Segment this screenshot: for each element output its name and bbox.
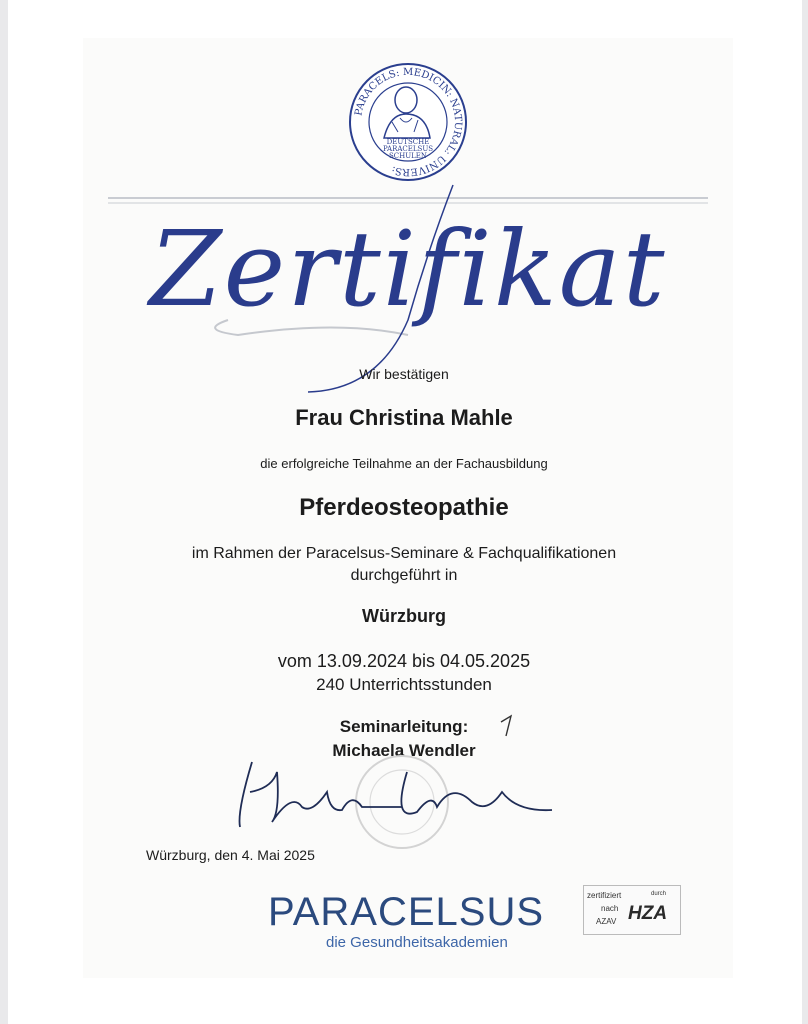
course-city: Würzburg (362, 606, 446, 626)
course-hours: 240 Unterrichtsstunden (316, 675, 492, 694)
intro-text: Wir bestätigen (359, 366, 449, 382)
framework-line-1: im Rahmen der Paracelsus-Seminare & Fachqualifikationen (191, 545, 617, 562)
course-period: vom 13.09.2024 bis 04.05.2025 (277, 651, 531, 671)
hza-logo: HZA (628, 903, 668, 924)
handwritten-mark-icon (497, 708, 523, 738)
course-title: Pferdeosteopathie (299, 494, 509, 521)
place-and-date: Würzburg, den 4. Mai 2025 (146, 847, 315, 863)
seal-line-3: SCHULEN (388, 152, 428, 160)
logo-tagline: die Gesundheitsakademien (326, 934, 508, 951)
seminar-lead-name: Michaela Wendler (332, 741, 476, 760)
seminar-lead-label: Seminarleitung: (339, 717, 469, 736)
seal-line-2: PARACELSUS (382, 145, 434, 153)
paracelsus-logo (268, 890, 548, 951)
logo-wordmark: PARACELSUS (268, 890, 545, 934)
framework-line-2: durchgeführt in (350, 567, 458, 584)
seal-ring-text: PARACELS: MEDICIN: NATURAL: UNIVERS: (353, 66, 464, 178)
azav-certification-badge (583, 885, 681, 935)
badge-line-1: zertifiziert (587, 891, 622, 900)
certificate-title (108, 160, 708, 400)
participation-text: die erfolgreiche Teilnahme an der Fachausbildung (260, 456, 548, 471)
badge-line-3: AZAV (596, 917, 617, 926)
certificate-title-text: Zertifikat (149, 208, 667, 330)
recipient-name: Frau Christina Mahle (295, 405, 513, 430)
signature-with-stamp (232, 752, 562, 862)
badge-line-4: durch (651, 891, 667, 897)
seal-line-1: DEUTSCHE (386, 138, 430, 146)
badge-line-2: nach (601, 904, 619, 913)
